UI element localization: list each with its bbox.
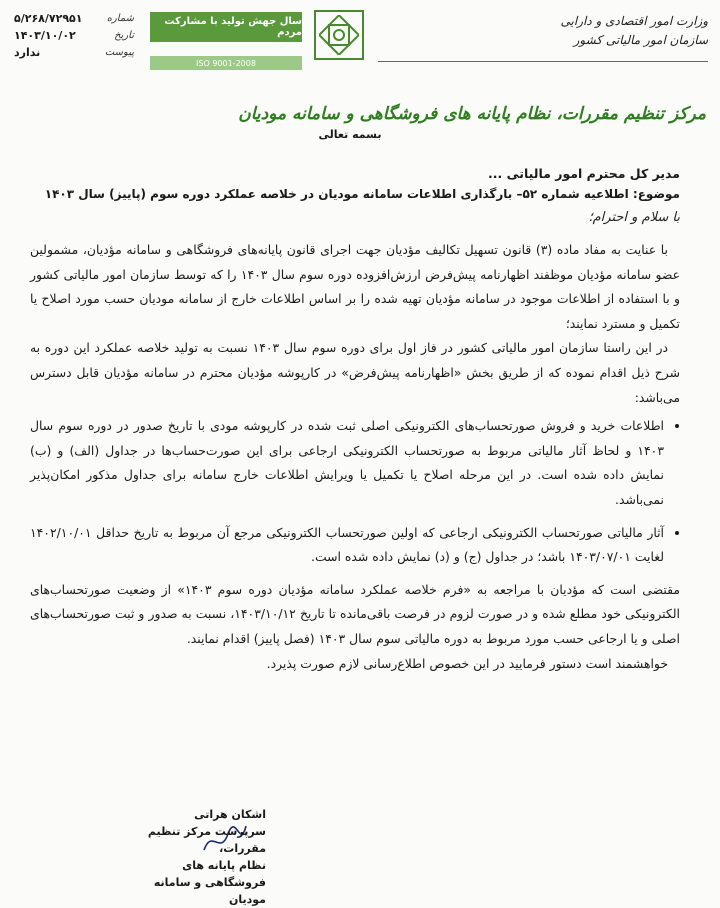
letter-attachment: ندارد (14, 46, 41, 59)
salutation: مدیر کل محترم امور مالیاتی ... (488, 166, 680, 181)
paragraph-action: مقتضی است که مؤدیان با مراجعه به «فرم خلاصه عملکرد سامانه مؤدیان دوره سوم ۱۴۰۳» از وضعیت صورتحساب‌های الکترونیکی خود مطلع شده و در صورت لزوم در فرصت باقی‌مانده تا تاریخ ۱۴۰۳/۱۰/۱۲، نسبت به صدور و ثبت صورتحساب‌های اصلی و یا ارجاعی حسب مورد مربوط به دوره مالیاتی سوم سال ۱۴۰۳ (فصل پاییز) اقدام نمایند. (30, 581, 680, 646)
bullet-item-1: • اطلاعات خرید و فروش صورتحساب‌های الکترونیکی اصلی ثبت شده در کارپوشه مودی با تاریخ صدور در دوره سوم سال ۱۴۰۳ و لحاظ آثار مالیاتی مربوط به صورتحساب الکترونیکی ارجاعی برای این صورت‌حساب‌ها در جداول (الف) و (ب) نمایش داده شده است. در این مرحله اصلاح یا تکمیل یا ویرایش اطلاعات خارج سامانه برای جداول مذکور امکان‌پذیر نمی‌باشد. (30, 414, 664, 512)
date-label: تاریخ (114, 30, 134, 41)
bullet-item-2: • آثار مالیاتی صورتحساب الکترونیکی ارجاعی که اولین صورتحساب الکترونیکی مرجع آن مربوط به تاریخ حداقل ۱۴۰۲/۱۰/۰۱ لغایت ۱۴۰۳/۰۷/۰۱ باشد؛ در جداول (ج) و (د) نمایش داده شده است. (30, 521, 664, 570)
signatory-name: اشکان هراتی (194, 808, 266, 821)
attachment-label: پیوست (104, 47, 134, 58)
paragraph-closing: خواهشمند است دستور فرمایید در این خصوص اطلاع‌رسانی لازم صورت پذیرد. (266, 655, 668, 671)
ministry-name: وزارت امور اقتصادی و دارایی (560, 14, 708, 28)
paragraph-intro: با عنایت به مفاد ماده (۳) قانون تسهیل تکالیف مؤدیان جهت اجرای قانون پایانه‌های فروشگاهی و سامانه مؤدیان، مشمولین عضو سامانه مؤدیان موظفند اظهارنامه پیش‌فرض ارزش‌افزوده دوره سوم سال ۱۴۰۳ را که توسط سازمان امور مالیاتی کشور و با استفاده از اطلاعات موجود در سامانه مؤدیان تهیه شده را بر اساس اطلاعات خارج از سامانه مودیان حسب مورد اصلاح یا تکمیل و مسترد نمایند؛ (30, 242, 680, 331)
greeting: با سلام و احترام؛ (588, 210, 680, 225)
emblem-icon (314, 10, 364, 60)
ministry-header (368, 14, 708, 62)
iso-badge: ISO 9001-2008 (150, 56, 302, 70)
year-slogan: سال جهش تولید با مشارکت مردم (150, 12, 302, 42)
subject-line: موضوع: اطلاعیه شماره ۵۲– بارگذاری اطلاعات سامانه مودیان در خلاصه عملکرد دوره سوم (پاییز) سال ۱۴۰۳ (44, 187, 680, 201)
besmeh: بسمه تعالی (318, 128, 382, 141)
letter-number: ۵/۲۶۸/۷۲۹۵۱ (14, 12, 83, 25)
organization-name: سازمان امور مالیاتی کشور (573, 33, 708, 47)
emblem-logo (314, 10, 364, 68)
letter-meta (14, 10, 134, 61)
signatory-title-2: نظام پایانه های فروشگاهی و سامانه مودیان (153, 859, 266, 906)
paragraph-context: در این راستا سازمان امور مالیاتی کشور در فاز اول برای دوره سوم سال ۱۴۰۳ نسبت به تولید خلاصه عملکرد این دوره به شرح ذیل اقدام نموده که از طریق بخش «اظهارنامه پیش‌فرض» در کارپوشه مؤدیان محترم در سامانه مؤدیان قابل دسترس می‌باشد: (30, 340, 680, 405)
slogan-banner (150, 12, 302, 74)
center-title: مرکز تنظیم مقررات، نظام پایانه های فروشگاهی و سامانه مودیان (238, 104, 706, 124)
letter-body (30, 238, 680, 676)
number-label: شماره (106, 13, 134, 24)
bullet-list (30, 414, 680, 570)
header-divider (378, 61, 708, 62)
signature-block (126, 806, 266, 908)
letter-date: ۱۴۰۳/۱۰/۰۲ (14, 29, 76, 42)
signatory-title-1: سرپرست مرکز تنظیم مقررات، (147, 825, 266, 855)
